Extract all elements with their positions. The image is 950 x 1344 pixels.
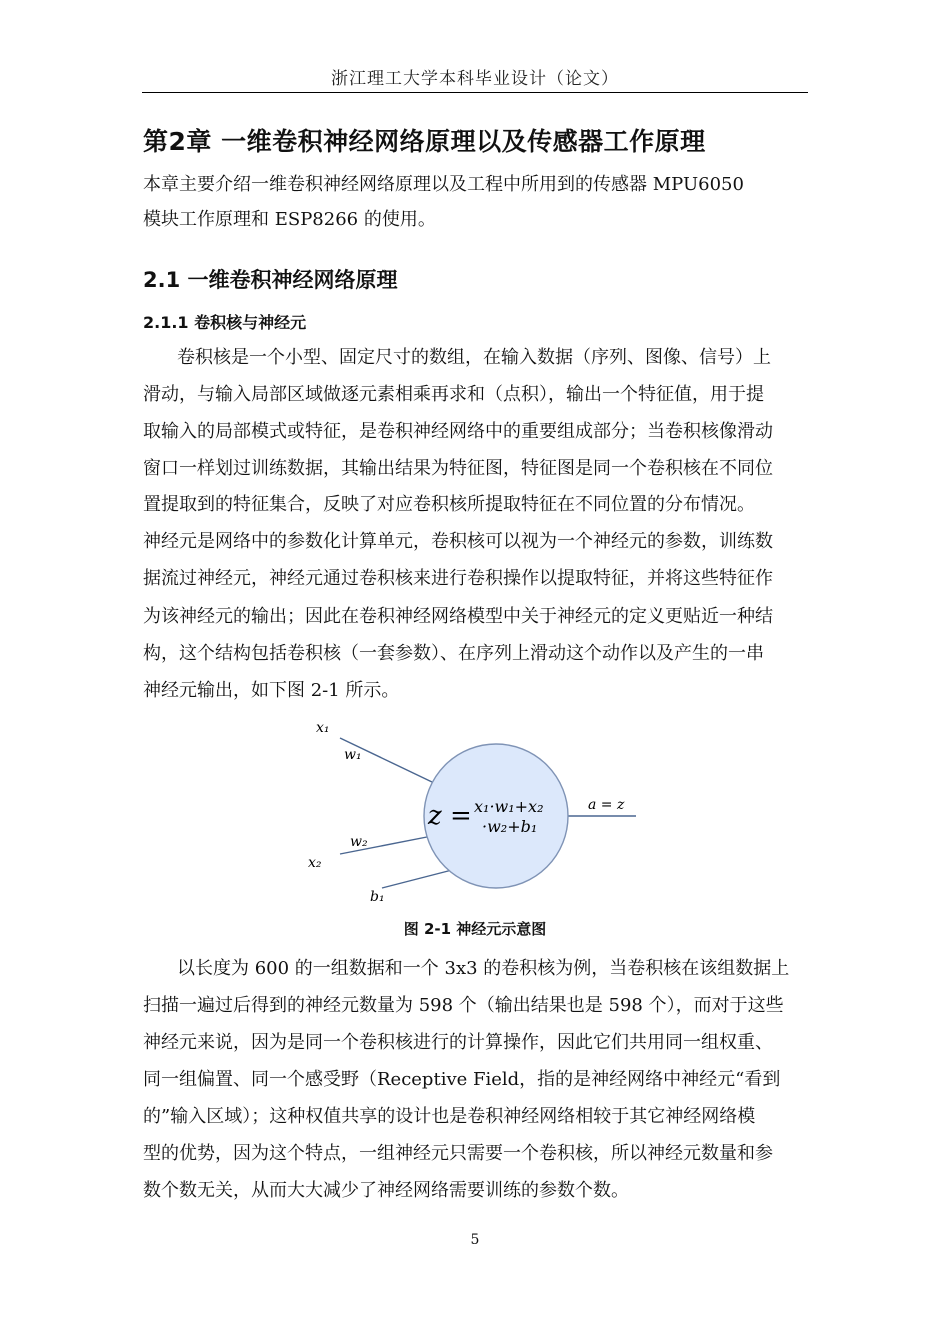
z-equals-label: z = xyxy=(428,801,472,831)
paragraph1-line-2: 滑动，与输入局部区域做逐元素相乘再求和（点积），输出一个特征值，用于提 xyxy=(143,384,764,405)
formula-line-2: ·w₂+b₁ xyxy=(482,817,538,836)
paragraph1-line-8: 为该神经元的输出；因此在卷积神经网络模型中关于神经元的定义更贴近一种结 xyxy=(143,606,773,627)
paragraph1-line-10: 神经元输出，如下图 2-1 所示。 xyxy=(143,680,400,701)
paragraph1-line-4: 窗口一样划过训练数据，其输出结果为特征图，特征图是同一个卷积核在不同位 xyxy=(143,458,773,479)
paragraph2-line-7: 数个数无关，从而大大减少了神经网络需要训练的参数个数。 xyxy=(143,1180,629,1201)
x2-label: x₂ xyxy=(308,855,322,871)
header-divider xyxy=(142,92,808,93)
paragraph1-line-9: 构，这个结构包括卷积核（一套参数）、在序列上滑动这个动作以及产生的一串 xyxy=(143,643,764,664)
neuron-diagram xyxy=(300,712,650,908)
formula-line-1: x₁·w₁+x₂ xyxy=(474,797,544,816)
paragraph2-line-1: 以长度为 600 的一组数据和一个 3x3 的卷积核为例，当卷积核在该组数据上 xyxy=(177,958,790,979)
page-number: 5 xyxy=(470,1232,480,1248)
paragraph1-line-3: 取输入的局部模式或特征，是卷积神经网络中的重要组成部分；当卷积核像滑动 xyxy=(143,421,773,442)
intro-line-1: 本章主要介绍一维卷积神经网络原理以及工程中所用到的传感器 MPU6050 xyxy=(143,174,744,195)
output-label: a = z xyxy=(588,797,625,813)
paragraph2-line-5: 的”输入区域）；这种权值共享的设计也是卷积神经网络相较于其它神经网络模 xyxy=(143,1106,756,1127)
section-title: 2.1 一维卷积神经网络原理 xyxy=(143,268,398,292)
paragraph2-line-3: 神经元来说，因为是同一个卷积核进行的计算操作，因此它们共用同一组权重、 xyxy=(143,1032,773,1053)
w2-label: w₂ xyxy=(350,834,368,850)
paragraph2-line-4: 同一组偏置、同一个感受野（Receptive Field，指的是神经网络中神经元“看到 xyxy=(143,1069,781,1090)
paragraph1-line-6: 神经元是网络中的参数化计算单元，卷积核可以视为一个神经元的参数，训练数 xyxy=(143,531,773,552)
subsection-title: 2.1.1 卷积核与神经元 xyxy=(143,313,307,332)
figure-caption: 图 2-1 神经元示意图 xyxy=(403,920,547,938)
input-edge-b1 xyxy=(382,870,452,888)
w1-label: w₁ xyxy=(344,747,362,763)
paragraph2-line-6: 型的优势，因为这个特点，一组神经元只需要一个卷积核，所以神经元数量和参 xyxy=(143,1143,773,1164)
paragraph1-line-1: 卷积核是一个小型、固定尺寸的数组，在输入数据（序列、图像、信号）上 xyxy=(177,347,771,368)
chapter-title: 第2章 一维卷积神经网络原理以及传感器工作原理 xyxy=(143,127,706,156)
x1-label: x₁ xyxy=(316,720,330,736)
b1-label: b₁ xyxy=(370,889,385,905)
page-header: 浙江理工大学本科毕业设计（论文） xyxy=(331,69,619,89)
intro-line-2: 模块工作原理和 ESP8266 的使用。 xyxy=(143,209,436,230)
paragraph2-line-2: 扫描一遍过后得到的神经元数量为 598 个（输出结果也是 598 个），而对于这些 xyxy=(143,995,784,1016)
paragraph1-line-5: 置提取到的特征集合，反映了对应卷积核所提取特征在不同位置的分布情况。 xyxy=(143,494,755,515)
paragraph1-line-7: 据流过神经元，神经元通过卷积核来进行卷积操作以提取特征，并将这些特征作 xyxy=(143,568,773,589)
